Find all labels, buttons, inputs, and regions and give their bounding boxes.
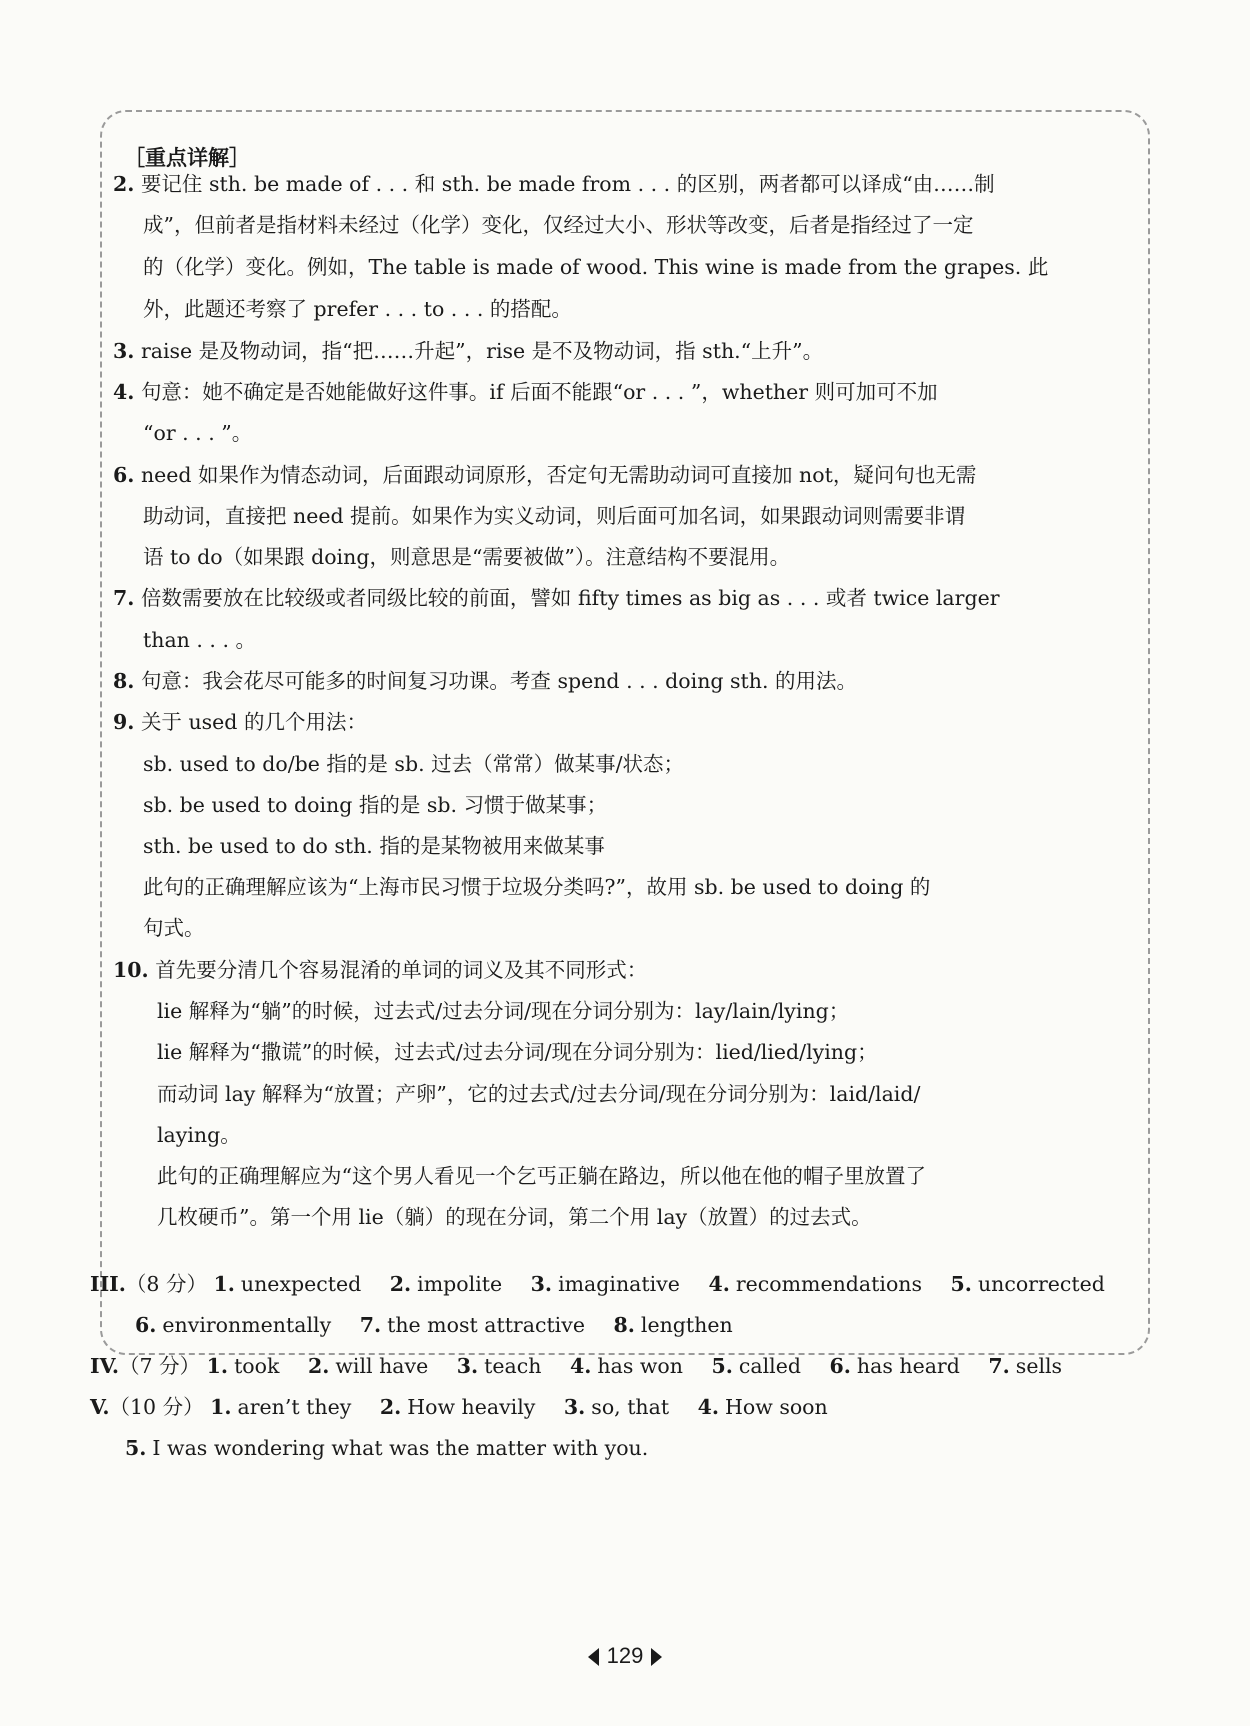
answer-item: 3. teach	[456, 1354, 542, 1378]
box-title: ［重点详解］	[124, 145, 250, 170]
answer-item: 2. will have	[307, 1354, 429, 1378]
answer-item: 7. the most attractive	[359, 1313, 585, 1337]
note-text: 要记住 sth. be made of . . . 和 sth. be made from . . . 的区别，两者都可以译成“由……制	[140, 172, 995, 196]
note-10-line: 此句的正确理解应为“这个男人看见一个乞丐正躺在路边，所以他在他的帽子里放置了	[157, 1164, 926, 1188]
answer-item: 8. lengthen	[613, 1313, 733, 1337]
note-number: 6.	[113, 463, 135, 487]
note-8-line	[113, 667, 857, 695]
note-3-line	[113, 337, 823, 365]
note-text: 关于 used 的几个用法：	[140, 710, 367, 734]
answer-item: 5. called	[711, 1354, 801, 1378]
answers-section-iv	[90, 1352, 1062, 1380]
note-4-line: “or . . . ”。	[143, 421, 253, 445]
answer-item: 2. How heavily	[379, 1395, 536, 1419]
note-text: 句意：她不确定是否她能做好这件事。if 后面不能跟“or . . . ”，whether 则可加可不加	[140, 380, 938, 404]
page-number	[0, 1643, 1250, 1669]
note-10-line: laying。	[157, 1123, 241, 1147]
note-10-line: lie 解释为“撒谎”的时候，过去式/过去分词/现在分词分别为：lied/lied/lying；	[157, 1040, 878, 1064]
note-10-line	[113, 956, 647, 984]
answer-item: 2. impolite	[389, 1272, 503, 1296]
section-label: V.	[90, 1395, 110, 1419]
note-10-line: lie 解释为“躺”的时候，过去式/过去分词/现在分词分别为：lay/lain/lying；	[157, 999, 850, 1023]
triangle-right-icon	[651, 1648, 662, 1666]
answer-item: 3. imaginative	[530, 1272, 680, 1296]
triangle-left-icon	[588, 1648, 599, 1666]
note-4-line	[113, 378, 938, 406]
section-score: （10 分）	[109, 1395, 204, 1419]
section-label: IV.	[90, 1354, 120, 1378]
note-9-line: sb. used to do/be 指的是 sb. 过去（常常）做某事/状态；	[143, 752, 685, 776]
note-2-line: 成”，但前者是指材料未经过（化学）变化，仅经过大小、形状等改变，后者是指经过了一定	[143, 213, 974, 237]
note-number: 2.	[113, 172, 135, 196]
answers-section-iii-row2	[135, 1311, 755, 1339]
note-number: 7.	[113, 586, 135, 610]
note-6-line	[113, 461, 976, 489]
note-9-line: 句式。	[143, 916, 205, 940]
page-number-text: 129	[606, 1643, 644, 1668]
answer-item: 1. aren’t they	[210, 1395, 352, 1419]
answer-item: 5. uncorrected	[950, 1272, 1105, 1296]
note-number: 4.	[113, 380, 135, 404]
answer-item: 1. took	[206, 1354, 280, 1378]
note-2-line	[113, 170, 995, 198]
note-10-line: 而动词 lay 解释为“放置；产卵”，它的过去式/过去分词/现在分词分别为：laid/laid/	[157, 1082, 921, 1106]
answers-section-iii	[90, 1270, 1105, 1298]
note-number: 10.	[113, 958, 149, 982]
note-7-line	[113, 584, 1000, 612]
answer-item: 7. sells	[988, 1354, 1063, 1378]
note-text: 首先要分清几个容易混淆的单词的词义及其不同形式：	[155, 958, 648, 982]
note-2-line: 的（化学）变化。例如，The table is made of wood. This wine is made from the grapes. 此	[143, 255, 1049, 279]
note-10-line: 几枚硬币”。第一个用 lie（躺）的现在分词，第二个用 lay（放置）的过去式。	[157, 1205, 872, 1229]
note-9-line: sth. be used to do sth. 指的是某物被用来做某事	[143, 834, 605, 858]
note-text: 句意：我会花尽可能多的时间复习功课。考查 spend . . . doing sth. 的用法。	[140, 669, 858, 693]
note-number: 9.	[113, 710, 135, 734]
answer-item: 6. has heard	[829, 1354, 960, 1378]
answers-section-v	[90, 1393, 850, 1421]
answer-item: 4. recommendations	[708, 1272, 923, 1296]
note-text: raise 是及物动词，指“把……升起”，rise 是不及物动词，指 sth.“上升”。	[140, 339, 824, 363]
answer-item: 5. I was wondering what was the matter with you.	[125, 1436, 649, 1460]
note-9-line	[113, 708, 367, 736]
note-6-line: 语 to do（如果跟 doing，则意思是“需要被做”）。注意结构不要混用。	[143, 545, 791, 569]
section-score: （8 分）	[125, 1272, 207, 1296]
note-9-line: 此句的正确理解应该为“上海市民习惯于垃圾分类吗?”，故用 sb. be used to doing 的	[143, 875, 931, 899]
answer-item: 6. environmentally	[135, 1313, 332, 1337]
note-text: 倍数需要放在比较级或者同级比较的前面，譬如 fifty times as big as . . . 或者 twice larger	[140, 586, 1000, 610]
note-2-line: 外，此题还考察了 prefer . . . to . . . 的搭配。	[143, 297, 572, 321]
note-number: 3.	[113, 339, 135, 363]
answer-item: 3. so, that	[563, 1395, 670, 1419]
section-label: III.	[90, 1272, 126, 1296]
note-7-line: than . . . 。	[143, 628, 256, 652]
answer-item: 4. has won	[569, 1354, 683, 1378]
note-6-line: 助动词，直接把 need 提前。如果作为实义动词，则后面可加名词，如果跟动词则需要非谓	[143, 504, 966, 528]
note-9-line: sb. be used to doing 指的是 sb. 习惯于做某事；	[143, 793, 608, 817]
answers-section-v-row2	[125, 1434, 670, 1462]
note-number: 8.	[113, 669, 135, 693]
section-score: （7 分）	[119, 1354, 201, 1378]
answer-item: 1. unexpected	[213, 1272, 362, 1296]
answer-item: 4. How soon	[697, 1395, 828, 1419]
note-text: need 如果作为情态动词，后面跟动词原形，否定句无需助动词可直接加 not，疑问句也无需	[140, 463, 977, 487]
